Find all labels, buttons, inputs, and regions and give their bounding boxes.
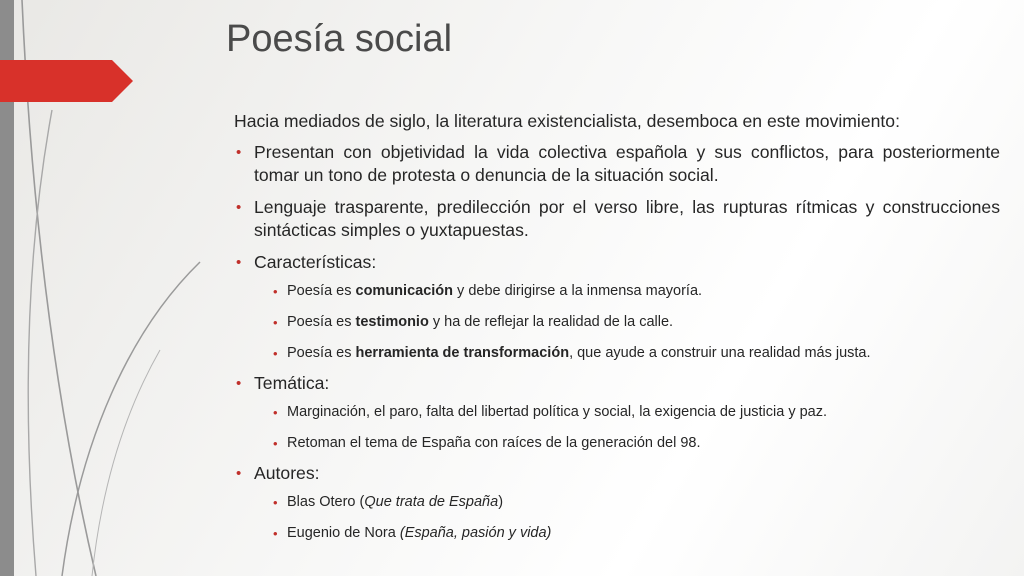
list-item-label: Autores: (254, 463, 320, 483)
bullet-list (234, 141, 1000, 543)
list-item: • Presentan con objetividad la vida colectiva española y sus conflictos, para posteriormente tomar un tono de protesta o denuncia de la situación social. (234, 141, 1000, 187)
sub-list-item: • Marginación, el paro, falta del libertad política y social, la exigencia de justicia y paz. (254, 403, 1000, 422)
sub-list-item: • Poesía es comunicación y debe dirigirse a la inmensa mayoría. (254, 282, 1000, 301)
list-item (234, 251, 1000, 363)
slide-title: Poesía social (226, 18, 453, 60)
sub-list (254, 403, 1000, 453)
list-item-label: Temática: (254, 373, 330, 393)
sub-list-item: • Poesía es herramienta de transformación, que ayude a construir una realidad más justa. (254, 344, 1000, 363)
intro-text: Hacia mediados de siglo, la literatura existencialista, desemboca en este movimiento: (234, 111, 900, 131)
list-item-label: Características: (254, 252, 377, 272)
sub-list-item: • Poesía es testimonio y ha de reflejar la realidad de la calle. (254, 313, 1000, 332)
list-item (234, 372, 1000, 453)
sub-list-item: • Eugenio de Nora (España, pasión y vida) (254, 524, 1000, 543)
sub-list-item: • Blas Otero (Que trata de España) (254, 493, 1000, 512)
sub-list (254, 282, 1000, 363)
list-item: • Lenguaje trasparente, predilección por el verso libre, las rupturas rítmicas y construcciones sintácticas simples o yuxtapuestas. (234, 196, 1000, 242)
red-arrow-banner (0, 60, 133, 102)
sub-list (254, 493, 1000, 543)
decorative-lines (0, 0, 240, 576)
slide-body (234, 110, 1000, 552)
sub-list-item: • Retoman el tema de España con raíces de la generación del 98. (254, 434, 1000, 453)
list-item (234, 462, 1000, 543)
